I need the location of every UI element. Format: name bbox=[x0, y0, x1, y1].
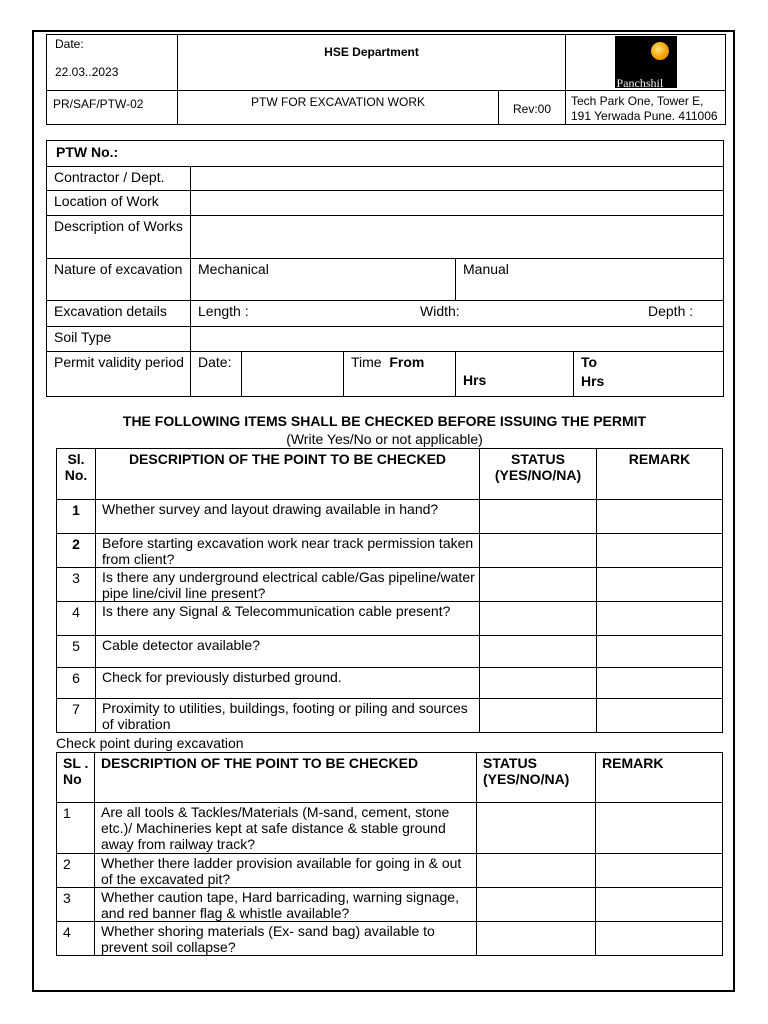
excavation-label: Excavation details bbox=[47, 301, 191, 327]
hrs-label: Hrs bbox=[463, 372, 487, 388]
row-description: Cable detector available? bbox=[96, 636, 480, 668]
row-description: Is there any Signal & Telecommunication cable present? bbox=[96, 602, 480, 636]
row-description: Whether shoring materials (Ex- sand bag) available to prevent soil collapse? bbox=[95, 922, 477, 956]
to-label: To bbox=[581, 354, 598, 370]
row-description: Whether caution tape, Hard barricading, warning signage, and red banner flag & whistle available? bbox=[95, 888, 477, 922]
col-sl: SL . No bbox=[57, 753, 95, 803]
remark-cell[interactable] bbox=[597, 500, 723, 534]
department-title: HSE Department bbox=[178, 35, 566, 91]
contractor-field[interactable] bbox=[191, 167, 724, 191]
status-cell[interactable] bbox=[477, 888, 596, 922]
address-line-2: 191 Yerwada Pune. 411006 bbox=[571, 109, 718, 123]
validity-label: Permit validity period bbox=[47, 352, 191, 397]
row-number: 2 bbox=[57, 854, 95, 888]
soil-label: Soil Type bbox=[47, 327, 191, 352]
checklist-title: THE FOLLOWING ITEMS SHALL BE CHECKED BEFORE ISSUING THE PERMIT bbox=[122, 413, 647, 429]
permit-details-table bbox=[46, 140, 724, 397]
row-description: Proximity to utilities, buildings, footing or piling and sources of vibration bbox=[96, 699, 480, 733]
status-cell[interactable] bbox=[480, 699, 597, 733]
col-status: STATUS (YES/NO/NA) bbox=[477, 753, 596, 803]
row-description: Are all tools & Tackles/Materials (M-sand, cement, stone etc.)/ Machineries kept at safe distance & stable ground away from railway track? bbox=[95, 803, 477, 854]
address bbox=[566, 91, 726, 125]
status-cell[interactable] bbox=[477, 854, 596, 888]
excavation-checklist bbox=[56, 752, 723, 956]
table-row bbox=[57, 854, 723, 888]
status-cell[interactable] bbox=[480, 602, 597, 636]
validity-date-field[interactable] bbox=[242, 352, 344, 397]
col-remark: REMARK bbox=[597, 449, 723, 500]
remark-cell[interactable] bbox=[596, 922, 723, 956]
row-description: Whether survey and layout drawing available in hand? bbox=[96, 500, 480, 534]
table-row bbox=[57, 500, 723, 534]
row-number: 6 bbox=[57, 668, 96, 699]
col-sl: Sl. No. bbox=[57, 449, 96, 500]
table-row bbox=[57, 534, 723, 568]
validity-date-label: Date: bbox=[191, 352, 242, 397]
row-number: 1 bbox=[57, 500, 96, 534]
date-cell bbox=[47, 35, 178, 91]
date-value: 22.03..2023 bbox=[55, 65, 119, 79]
from-label: From bbox=[389, 354, 425, 370]
status-cell[interactable] bbox=[480, 636, 597, 668]
col-remark: REMARK bbox=[596, 753, 723, 803]
status-cell[interactable] bbox=[480, 534, 597, 568]
col-description: DESCRIPTION OF THE POINT TO BE CHECKED bbox=[95, 753, 477, 803]
status-cell[interactable] bbox=[480, 500, 597, 534]
row-number: 3 bbox=[57, 568, 96, 602]
table-row bbox=[57, 699, 723, 733]
table-row bbox=[57, 636, 723, 668]
remark-cell[interactable] bbox=[597, 568, 723, 602]
remark-cell[interactable] bbox=[596, 854, 723, 888]
location-label: Location of Work bbox=[47, 191, 191, 216]
to-hrs[interactable] bbox=[574, 352, 724, 397]
checklist-instruction: (Write Yes/No or not applicable) bbox=[286, 431, 483, 447]
revision: Rev:00 bbox=[499, 91, 566, 125]
to-hrs-label: Hrs bbox=[581, 373, 605, 389]
status-cell[interactable] bbox=[477, 803, 596, 854]
row-description: Is there any underground electrical cable/Gas pipeline/water pipe line/civil line present? bbox=[96, 568, 480, 602]
row-description: Whether there ladder provision available for going in & out of the excavated pit? bbox=[95, 854, 477, 888]
table-row bbox=[57, 803, 723, 854]
row-number: 4 bbox=[57, 922, 95, 956]
logo-cell bbox=[566, 35, 726, 91]
row-description: Check for previously disturbed ground. bbox=[96, 668, 480, 699]
manual-option[interactable]: Manual bbox=[456, 259, 724, 301]
row-number: 1 bbox=[57, 803, 95, 854]
remark-cell[interactable] bbox=[597, 699, 723, 733]
location-field[interactable] bbox=[191, 191, 724, 216]
from-hrs[interactable] bbox=[456, 352, 574, 397]
table-row bbox=[57, 888, 723, 922]
table-row bbox=[57, 668, 723, 699]
status-cell[interactable] bbox=[477, 922, 596, 956]
length-label: Length : bbox=[198, 303, 249, 319]
table-row bbox=[57, 568, 723, 602]
panchshil-logo bbox=[615, 36, 677, 88]
col-description: DESCRIPTION OF THE POINT TO BE CHECKED bbox=[96, 449, 480, 500]
description-label: Description of Works bbox=[47, 216, 191, 259]
form-title: PTW FOR EXCAVATION WORK bbox=[178, 91, 499, 125]
remark-cell[interactable] bbox=[597, 534, 723, 568]
doc-number: PR/SAF/PTW-02 bbox=[47, 91, 178, 125]
table-row bbox=[57, 922, 723, 956]
width-label: Width: bbox=[420, 303, 460, 319]
document-header bbox=[46, 34, 726, 125]
remark-cell[interactable] bbox=[597, 668, 723, 699]
row-number: 2 bbox=[57, 534, 96, 568]
nature-label: Nature of excavation bbox=[47, 259, 191, 301]
sun-icon bbox=[651, 42, 669, 60]
date-label: Date: bbox=[55, 37, 84, 51]
depth-label: Depth : bbox=[648, 303, 694, 319]
soil-field[interactable] bbox=[191, 327, 724, 352]
logo-text: Panchshil bbox=[616, 76, 664, 90]
time-from[interactable] bbox=[344, 352, 456, 397]
address-line-1: Tech Park One, Tower E, bbox=[571, 94, 704, 108]
status-cell[interactable] bbox=[480, 568, 597, 602]
contractor-label: Contractor / Dept. bbox=[47, 167, 191, 191]
col-status: STATUS (YES/NO/NA) bbox=[480, 449, 597, 500]
ptw-no-label: PTW No.: bbox=[47, 141, 724, 167]
remark-cell[interactable] bbox=[596, 803, 723, 854]
row-description: Before starting excavation work near track permission taken from client? bbox=[96, 534, 480, 568]
pre-permit-checklist bbox=[56, 448, 723, 733]
row-number: 4 bbox=[57, 602, 96, 636]
remark-cell[interactable] bbox=[597, 636, 723, 668]
excavation-checkpoint-title: Check point during excavation bbox=[56, 735, 244, 751]
row-number: 3 bbox=[57, 888, 95, 922]
mechanical-option[interactable]: Mechanical bbox=[191, 259, 456, 301]
row-number: 7 bbox=[57, 699, 96, 733]
remark-cell[interactable] bbox=[596, 888, 723, 922]
remark-cell[interactable] bbox=[597, 602, 723, 636]
description-field[interactable] bbox=[191, 216, 724, 259]
table-row bbox=[57, 602, 723, 636]
row-number: 5 bbox=[57, 636, 96, 668]
time-label: Time bbox=[351, 354, 382, 370]
status-cell[interactable] bbox=[480, 668, 597, 699]
excavation-dimensions[interactable] bbox=[191, 301, 724, 327]
